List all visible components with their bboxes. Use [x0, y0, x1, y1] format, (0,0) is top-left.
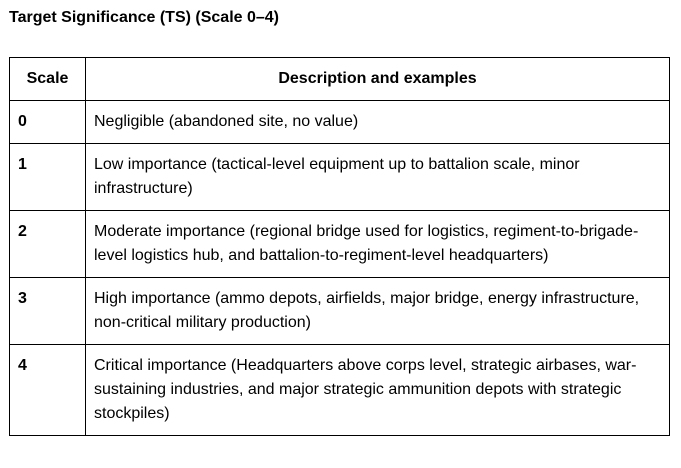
header-description: Description and examples [86, 58, 670, 101]
description-cell: Moderate importance (regional bridge used for logistics, regiment-to-brigade-level logistics hub, and battalion-to-regiment-level headquarters) [86, 211, 670, 278]
table-header-row [10, 58, 670, 101]
target-significance-table [9, 57, 670, 436]
description-cell: High importance (ammo depots, airfields, major bridge, energy infrastructure, non-critical military production) [86, 278, 670, 345]
page-title: Target Significance (TS) (Scale 0–4) [9, 9, 280, 26]
table-row [10, 211, 670, 278]
scale-cell: 0 [10, 101, 86, 144]
table-row [10, 144, 670, 211]
scale-cell: 4 [10, 345, 86, 436]
scale-cell: 3 [10, 278, 86, 345]
description-cell: Low importance (tactical-level equipment up to battalion scale, minor infrastructure) [86, 144, 670, 211]
header-scale: Scale [10, 58, 86, 101]
description-cell: Critical importance (Headquarters above corps level, strategic airbases, war-sustaining industries, and major strategic ammunition depots with strategic stockpiles) [86, 345, 670, 436]
scale-cell: 2 [10, 211, 86, 278]
description-cell: Negligible (abandoned site, no value) [86, 101, 670, 144]
table-row [10, 101, 670, 144]
table-row [10, 345, 670, 436]
table-row [10, 278, 670, 345]
scale-cell: 1 [10, 144, 86, 211]
